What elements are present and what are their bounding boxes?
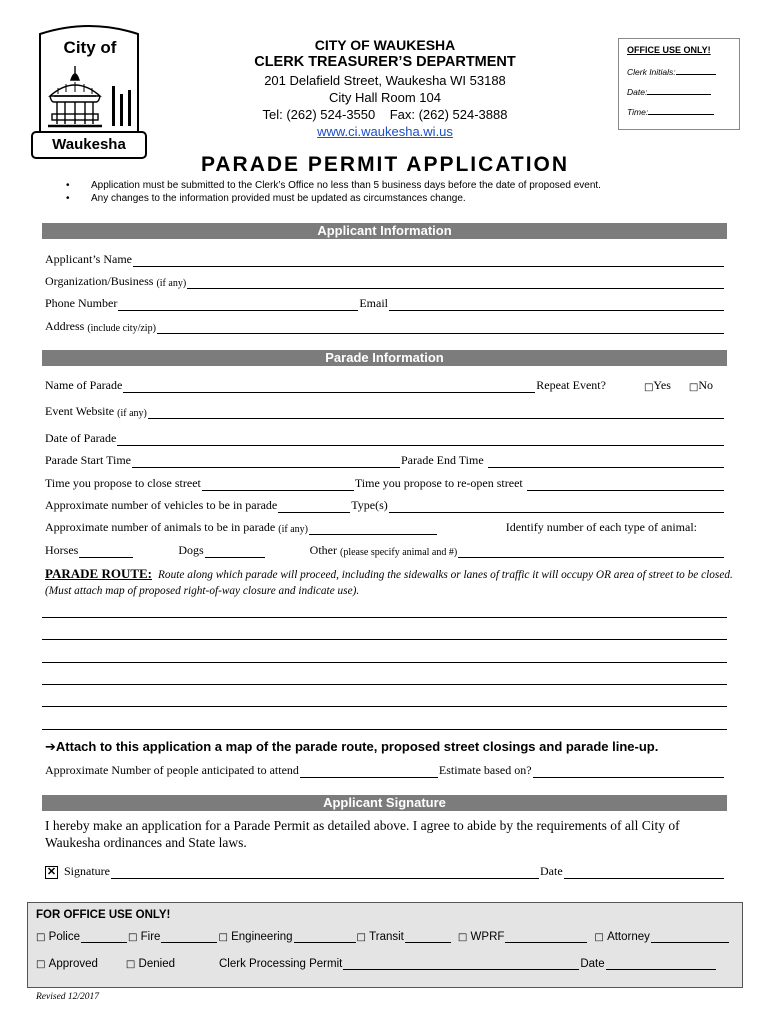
instructions-list: [66, 180, 601, 205]
vehicles-field[interactable]: [278, 501, 350, 513]
address-label: Address: [45, 319, 85, 333]
animal-types-row[interactable]: [45, 542, 725, 558]
department-header: [200, 37, 570, 140]
attendance-field[interactable]: [300, 766, 438, 778]
applicant-name-row[interactable]: [45, 251, 725, 267]
vehicle-types-field[interactable]: [389, 501, 724, 513]
route-line-4[interactable]: [42, 684, 727, 685]
attorney-checkbox[interactable]: □: [594, 932, 604, 943]
website-link[interactable]: www.ci.waukesha.wi.us: [317, 124, 453, 139]
signature-section-header: Applicant Signature: [42, 795, 727, 811]
address-line-1: 201 Delafield Street, Waukesha WI 53188: [264, 73, 506, 88]
parade-time-row[interactable]: [45, 452, 725, 468]
close-street-field[interactable]: [202, 479, 354, 491]
wprf-label: WPRF: [470, 931, 505, 943]
police-label: Police: [48, 931, 80, 943]
fire-field[interactable]: [161, 932, 217, 943]
city-logo: [30, 22, 148, 162]
repeat-no-checkbox[interactable]: □: [688, 382, 699, 393]
denied-label: Denied: [138, 958, 175, 970]
instruction-item: • Application must be submitted to the Clerk’s Office no less than 5 business days before the date of proposed event.: [66, 180, 601, 193]
horses-field[interactable]: [79, 546, 133, 558]
phone-email-row[interactable]: [45, 295, 725, 311]
address-field[interactable]: [157, 322, 724, 334]
identify-animals-label: Identify number of each type of animal:: [505, 520, 697, 534]
office-time-field[interactable]: [627, 107, 739, 117]
parade-route-block: [45, 566, 735, 599]
repeat-event-label: Repeat Event?: [536, 378, 606, 392]
signature-date-label: Date: [540, 864, 563, 878]
website-row[interactable]: [45, 403, 725, 419]
department-name: CLERK TREASURER’S DEPARTMENT: [254, 54, 516, 70]
start-time-field[interactable]: [132, 456, 400, 468]
processing-field[interactable]: [343, 959, 579, 970]
phone-field[interactable]: [118, 299, 358, 311]
denied-checkbox[interactable]: □: [125, 959, 136, 970]
close-street-label: Time you propose to close street: [45, 476, 201, 490]
website-label: Event Website: [45, 404, 115, 418]
organization-note: (if any): [156, 278, 187, 289]
organization-row[interactable]: [45, 273, 725, 289]
email-label: Email: [359, 296, 388, 310]
signature-label: Signature: [64, 864, 110, 878]
parade-name-field[interactable]: [123, 381, 535, 393]
transit-label: Transit: [369, 931, 404, 943]
other-animal-field[interactable]: [458, 546, 724, 558]
vehicles-label: Approximate number of vehicles to be in parade: [45, 498, 278, 512]
engineering-label: Engineering: [231, 931, 293, 943]
transit-checkbox[interactable]: □: [356, 932, 366, 943]
repeat-yes-checkbox[interactable]: □: [643, 382, 654, 393]
wprf-field[interactable]: [505, 932, 587, 943]
address-note: (include city/zip): [87, 323, 156, 334]
phone-label: Phone Number: [45, 296, 118, 310]
signature-field[interactable]: [111, 867, 539, 879]
dogs-label: Dogs: [178, 543, 204, 557]
parade-date-label: Date of Parade: [45, 431, 117, 445]
clerk-initials-field[interactable]: [627, 67, 739, 77]
attendance-label: Approximate Number of people anticipated to attend: [45, 763, 299, 777]
route-line-5[interactable]: [42, 706, 727, 707]
signature-row[interactable]: [45, 863, 725, 879]
clerk-initials-label: Clerk Initials:: [627, 67, 676, 77]
other-label: Other: [309, 543, 337, 557]
route-line-2[interactable]: [42, 639, 727, 640]
attach-map-text: Attach to this application a map of the parade route, proposed street closings and parade line-up.: [55, 739, 659, 754]
approved-checkbox[interactable]: □: [36, 959, 46, 970]
horses-label: Horses: [45, 543, 79, 557]
animals-row[interactable]: [45, 519, 725, 535]
engineering-checkbox[interactable]: □: [218, 932, 228, 943]
animals-field[interactable]: [309, 523, 437, 535]
route-line-1[interactable]: [42, 617, 727, 618]
fire-label: Fire: [140, 931, 161, 943]
repeat-no-label: No: [698, 378, 713, 392]
end-time-field[interactable]: [488, 456, 724, 468]
declaration-text: I hereby make an application for a Parade Permit as detailed above. I agree to abide by the requirements of all City of Waukesha ordinances and State laws.: [45, 818, 680, 850]
email-field[interactable]: [389, 299, 724, 311]
office-date-field-bottom[interactable]: [606, 959, 716, 970]
signature-date-field[interactable]: [564, 867, 724, 879]
engineering-field[interactable]: [294, 932, 356, 943]
dogs-field[interactable]: [205, 546, 265, 558]
applicant-section-header: Applicant Information: [42, 223, 727, 239]
parade-section-header: Parade Information: [42, 350, 727, 366]
office-date-label: Date:: [627, 87, 648, 97]
applicant-name-field[interactable]: [133, 255, 724, 267]
wprf-checkbox[interactable]: □: [457, 932, 468, 943]
vehicles-row[interactable]: [45, 497, 725, 513]
parade-name-label: Name of Parade: [45, 378, 123, 392]
route-line-6[interactable]: [42, 729, 727, 730]
organization-label: Organization/Business: [45, 274, 154, 288]
logo-bottom-text: Waukesha: [52, 136, 126, 153]
estimate-basis-field[interactable]: [533, 766, 724, 778]
arrow-right-icon: ➔: [45, 740, 56, 755]
phone-fax: Tel: (262) 524-3550 Fax: (262) 524-3888: [262, 107, 508, 122]
attach-map-notice: [45, 739, 658, 755]
office-date-field[interactable]: [627, 87, 739, 97]
website-field[interactable]: [148, 407, 724, 419]
office-date-label-bottom: Date: [580, 958, 605, 970]
attorney-field[interactable]: [651, 932, 729, 943]
website-note: (if any): [117, 408, 147, 419]
office-use-only-box: [27, 902, 743, 988]
other-note: (please specify animal and #): [340, 547, 458, 558]
instruction-item: • Any changes to the information provided must be updated as circumstances change.: [66, 193, 601, 206]
processing-label: Clerk Processing Permit: [219, 958, 343, 970]
reopen-street-label: Time you propose to re-open street: [354, 476, 523, 490]
police-field[interactable]: [81, 932, 127, 943]
animals-note: (if any): [278, 524, 308, 535]
form-title: PARADE PERMIT APPLICATION: [200, 153, 570, 176]
repeat-yes-label: Yes: [653, 378, 671, 392]
vehicle-types-label: Type(s): [351, 498, 388, 512]
decision-row: [36, 956, 736, 970]
route-line-3[interactable]: [42, 662, 727, 663]
city-name: CITY OF WAUKESHA: [314, 37, 456, 53]
approved-label: Approved: [48, 958, 98, 970]
address-line-2: City Hall Room 104: [329, 90, 441, 105]
office-box-title: FOR OFFICE USE ONLY!: [36, 909, 171, 921]
parade-date-row[interactable]: [45, 430, 725, 446]
logo-top-text: City of: [63, 38, 117, 57]
address-row[interactable]: [45, 318, 725, 334]
police-checkbox[interactable]: □: [36, 932, 46, 943]
end-time-label: Parade End Time: [401, 453, 484, 467]
department-approvals-row: [36, 929, 736, 943]
revision-note: Revised 12/2017: [36, 992, 100, 1002]
applicant-name-label: Applicant’s Name: [45, 252, 132, 266]
organization-field[interactable]: [187, 277, 724, 289]
parade-route-label: PARADE ROUTE:: [45, 566, 153, 581]
fire-checkbox[interactable]: □: [127, 932, 138, 943]
reopen-street-field[interactable]: [527, 479, 724, 491]
transit-field[interactable]: [405, 932, 451, 943]
estimate-basis-label: Estimate based on?: [438, 763, 532, 777]
parade-name-row[interactable]: [45, 377, 725, 393]
office-time-label: Time:: [627, 107, 649, 117]
parade-date-field[interactable]: [117, 434, 724, 446]
attorney-label: Attorney: [607, 931, 650, 943]
office-use-box: [618, 38, 740, 130]
start-time-label: Parade Start Time: [45, 453, 131, 467]
street-time-row[interactable]: [45, 475, 725, 491]
parade-route-instructions: Route along which parade will proceed, including the sidewalks or lanes of traffic it will occupy OR area of street to be closed. (Must attach map of proposed right-of-way closure and indicate use).: [45, 569, 733, 597]
signature-x-icon: ✕: [46, 866, 57, 878]
office-use-title: OFFICE USE ONLY!: [627, 45, 711, 55]
animals-label: Approximate number of animals to be in parade: [45, 520, 276, 534]
attendance-row[interactable]: [45, 762, 725, 778]
